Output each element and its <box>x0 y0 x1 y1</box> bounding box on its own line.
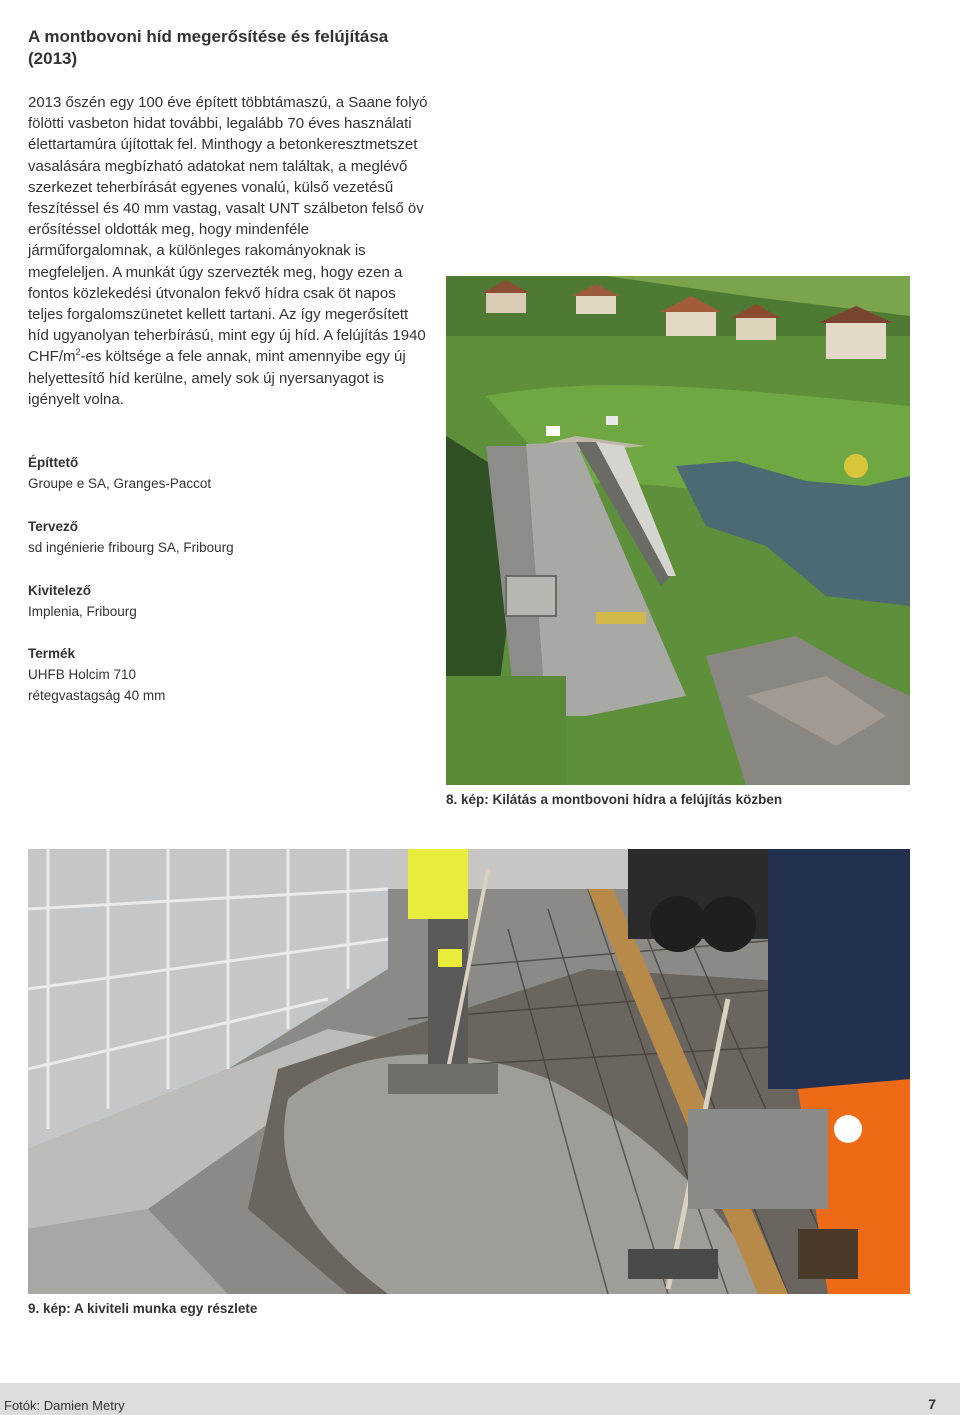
photo9-caption: 9. kép: A kiviteli munka egy részlete <box>28 1301 258 1316</box>
product-thickness: rétegvastagság 40 mm <box>28 688 166 703</box>
contractor-label: Kivitelező <box>28 583 92 598</box>
superscript-2: 2 <box>75 347 81 358</box>
builder-label: Építtető <box>28 455 79 470</box>
builder-block <box>28 452 428 494</box>
product-block <box>28 643 428 706</box>
page-footer <box>0 1383 960 1415</box>
article-body-text: 2013 őszén egy 100 éve épített többtámaszú, a Saane folyó fölötti vasbeton hidat további, legalább 70 éves használati élettartamúra újítottak fel. Minthogy a betonkeresztmetszet vasalására megbízható adatokat nem találtak, a meglévő szerkezet teherbírását egyenes vonalú, külső vezetésű feszítéssel és 40 mm vastag, vasalt UNT szálbeton felső öv erősítéssel oldották meg, hogy mindenféle járműforgalomnak, a különleges rakományoknak is megfeleljen. A munkát úgy szervezték meg, hogy ezen a fontos közlekedési útvonalon fekvő hídra csak öt napos teljes forgalomszünetet kellett tartani. Az így megerősített híd ugyanolyan teherbírású, mint egy új híd. A felújítás 1940 CHF/m <box>28 94 428 366</box>
contractor-value: Implenia, Fribourg <box>28 604 137 619</box>
article-title: A montbovoni híd megerősítése és felújítása (2013) <box>28 27 389 68</box>
product-label: Termék <box>28 646 76 661</box>
article-body <box>28 92 428 410</box>
designer-label: Tervező <box>28 519 79 534</box>
bridge-photo <box>446 276 910 785</box>
contractor-block <box>28 580 428 622</box>
designer-block <box>28 516 428 558</box>
builder-value: Groupe e SA, Granges-Paccot <box>28 476 212 491</box>
page-number: 7 <box>928 1396 936 1412</box>
product-value: UHFB Holcim 710 <box>28 667 137 682</box>
photo8-caption: 8. kép: Kilátás a montbovoni hídra a felújítás közben <box>446 792 783 807</box>
concrete-work-photo <box>28 849 910 1294</box>
designer-value: sd ingénierie fribourg SA, Fribourg <box>28 540 234 555</box>
photo-credit: Fotók: Damien Metry <box>4 1398 125 1413</box>
article-body-text-end: -es költsége a fele annak, mint amennyibe egy új helyettesítő híd kerülne, amely sok új nyersanyagot is igényelt volna. <box>28 348 406 408</box>
